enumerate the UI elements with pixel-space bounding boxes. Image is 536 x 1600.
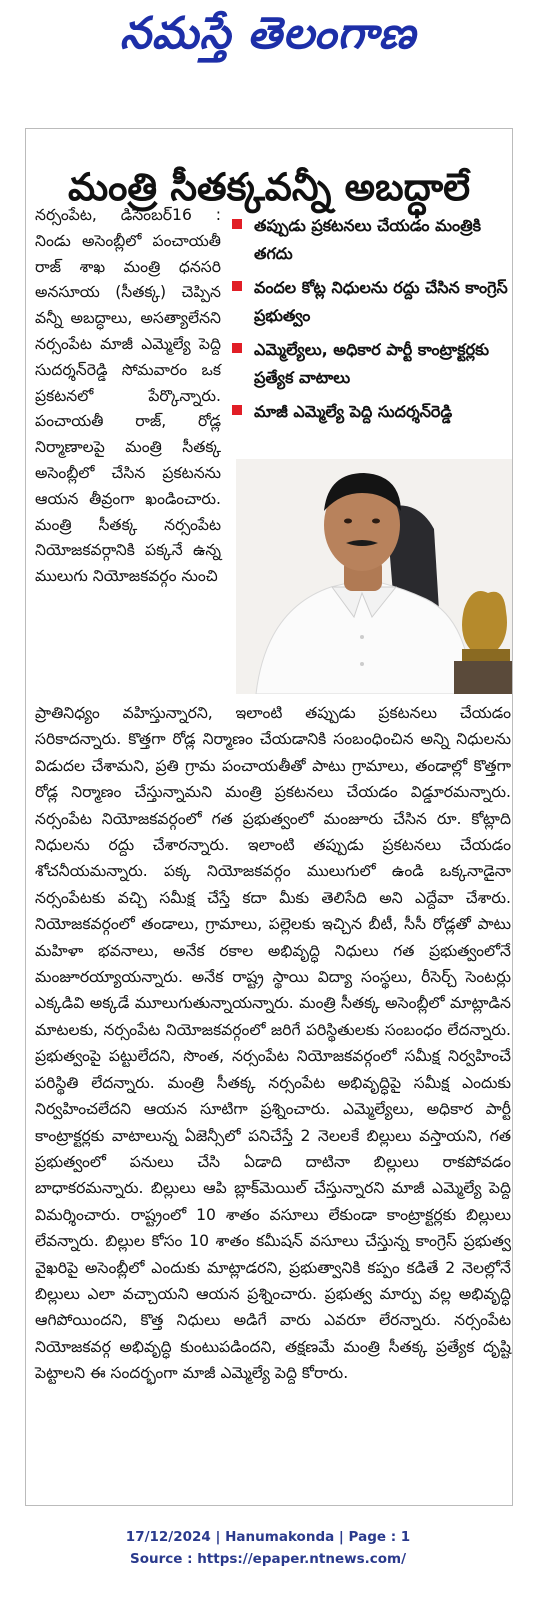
- highlight-item: [230, 274, 512, 330]
- portrait-illustration: [236, 459, 512, 694]
- source-url: Source : https://epaper.ntnews.com/: [129, 1551, 407, 1567]
- article-headline: మంత్రి సీతక్కవన్నీ అబద్ధాలే: [67, 164, 471, 210]
- source-footer: [0, 1526, 536, 1570]
- article-lead-column: [35, 203, 221, 590]
- article-lead-text: నర్సంపేట, డిసెంబర్16 : నిండు అసెంబ్లీలో పంచాయతీ రాజ్ శాఖ మంత్రి ధనసరి అనసూయ (సీతక్క) చెప్పిన వన్నీ అబద్ధాలు, అసత్యాలేనని నర్సంపేట మాజీ ఎమ్మెల్యే పెద్ది సుదర్శన్‌రెడ్డి సోమవారం ఒక ప్రకటనలో పేర్కొన్నారు. పంచాయతీ రాజ్, రోడ్ల నిర్మాణాలపై మంత్రి సీతక్క అసెంబ్లీలో చేసిన ప్రకటనను ఆయన తీవ్రంగా ఖండించారు. మంత్రి సీతక్క నర్సంపేట నియోజకవర్గానికి పక్కనే ఉన్న ములుగు నియోజకవర్గం నుంచి: [35, 206, 221, 586]
- highlight-text: తప్పుడు ప్రకటనలు చేయడం మంత్రికి తగదు: [254, 216, 481, 263]
- highlight-item: [230, 336, 512, 392]
- article-highlights: [230, 212, 512, 432]
- highlight-item: [230, 212, 512, 268]
- highlight-text: వందల కోట్ల నిధులను రద్దు చేసిన కాంగ్రెస్ ప్రభుత్వం: [254, 278, 508, 325]
- article-body-text: ప్రాతినిధ్యం వహిస్తున్నారని, ఇలాంటి తప్పుడు ప్రకటనలు చేయడం సరికాదన్నారు. కొత్తగా రోడ్ల నిర్మాణం చేయడానికి సంబంధించిన అన్ని నిధులను విడుదల చేశామని, ప్రతి గ్రామ పంచాయతీతో పాటు గ్రామాలు, తండాల్లో కొత్తగా రోడ్ల నిర్మాణం చేస్తున్నామని మంత్రి ప్రకటనలు చేయడం విడ్డూరమన్నారు. నర్సంపేట నియోజకవర్గంలో గత ప్రభుత్వంలో మంజూరు చేసిన రూ. కోట్లాది నిధులను రద్దు చేశారన్నారు. ఇలాంటి తప్పుడు ప్రకటనలు చేయడం శోచనీయమన్నారు. పక్క నియోజకవర్గం ములుగులో ఉండి ఒక్కనాడైనా నర్సంపేటకు వచ్చి సమీక్ష చేస్తే కదా మీకు తెలిసేది అని ఎద్దేవా చేశారు. నియోజకవర్గంలో తండాలు, గ్రామాలు, పల్లెలకు ఇచ్చిన బీటీ, సీసీ రోడ్లతో పాటు మహిళా భవనాలు, అనేక రకాల అభివృద్ధి నిధులు గత ప్రభుత్వంలోనే మంజూరయ్యాయన్నారు. అనేక రాష్ట్ర స్థాయి విద్యా సంస్థలు, రీసెర్చ్ సెంటర్లు ఎక్కడివి అక్కడే మూలుగుతున్నాయన్నారు. మంత్రి సీతక్క అసెంబ్లీలో మాట్లాడిన మాటలకు, నర్సంపేట నియోజకవర్గంలో జరిగే పరిస్థితులకు సంబంధం లేదన్నారు. ప్రభుత్వంపై పట్టులేదని, సొంత, నర్సంపేట నియోజకవర్గంలో సమీక్ష నిర్వహించే పరిస్థితి లేదన్నారు. మంత్రి సీతక్క నర్సంపేట అభివృద్ధిపై సమీక్ష ఎందుకు నిర్వహించలేదని ఆయన సూటిగా ప్రశ్నించారు. ఎమ్మెల్యేలు, అధికార పార్టీ కాంట్రాక్టర్లకు వాటాలున్న ఏజెన్సీలో పనిచేస్తే 2 నెలలకే బిల్లులు వస్తాయని, గత ప్రభుత్వంలో పనులు చేసి ఏడాది దాటినా బిల్లులు రాకపోవడం బాధాకరమన్నారు. బిల్లులు ఆపి బ్లాక్‌మెయిల్ చేస్తున్నారని మాజీ ఎమ్మెల్యే పెద్ది విమర్శించారు. రాష్ట్రంలో 10 శాతం వసూలు లేకుండా కాంట్రాక్టర్లకు బిల్లులు లేవన్నారు. బిల్లుల కోసం 10 శాతం కమీషన్ వసూలు చేస్తున్న కాంగ్రెస్ ప్రభుత్వ వైఖరిపై అసెంబ్లీలో ఎందుకు మాట్లాడరని, ప్రభుత్వానికి కప్పం కడితే 2 నెలల్లోనే బిల్లులు ఎలా వచ్చాయని ఆయన ప్రశ్నించారు. ప్రభుత్వ మార్పు వల్ల అభివృద్ధి ఆగిపోయిందని, కొత్త నిధులు అడిగే వారు ఎవరూ లేరన్నారు. నర్సంపేట నియోజకవర్గ అభివృద్ధి కుంటుపడిందని, తక్షణమే మంత్రి సీతక్క ప్రత్యేక దృష్టి పెట్టాలని ఈ సందర్భంగా మాజీ ఎమ్మెల్యే పెద్ది కోరారు.: [35, 704, 511, 1383]
- newspaper-title: నమస్తే తెలంగాణ: [119, 8, 417, 59]
- highlight-text: మాజీ ఎమ్మెల్యే పెద్ది సుదర్శన్‌రెడ్డి: [254, 402, 453, 421]
- person-photo: [236, 459, 512, 694]
- red-square-bullet-icon: [232, 343, 242, 353]
- red-square-bullet-icon: [232, 281, 242, 291]
- red-square-bullet-icon: [232, 219, 242, 229]
- red-square-bullet-icon: [232, 405, 242, 415]
- article-body-column: [35, 700, 511, 1387]
- publication-date-edition: 17/12/2024 | Hanumakonda | Page : 1: [125, 1529, 411, 1545]
- masthead: [0, 0, 536, 78]
- highlight-text: ఎమ్మెల్యేలు, అధికార పార్టీ కాంట్రాక్టర్లకు ప్రత్యేక వాటాలు: [254, 340, 489, 387]
- highlight-item: [230, 398, 512, 426]
